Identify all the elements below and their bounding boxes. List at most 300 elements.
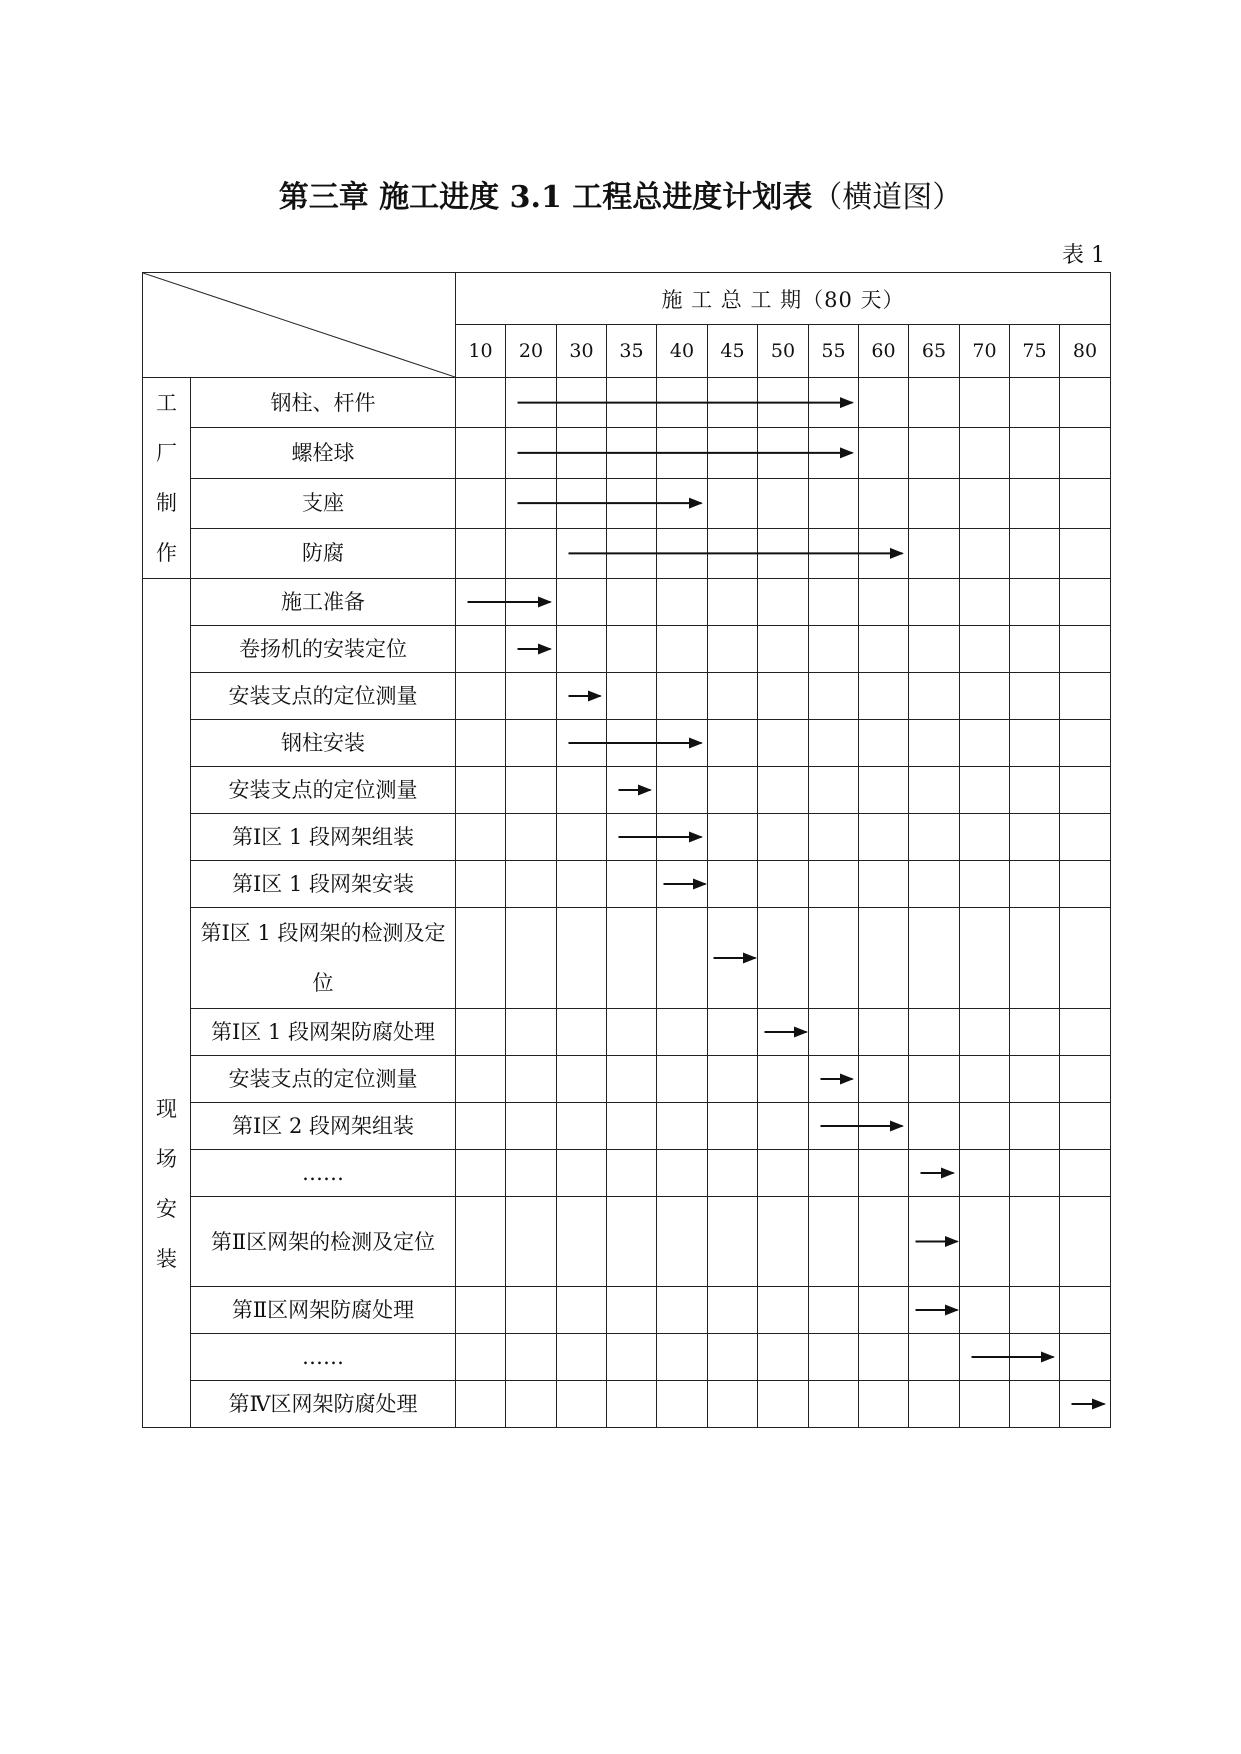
schedule-cell: [960, 1103, 1010, 1150]
task-name: 螺栓球: [191, 428, 456, 478]
schedule-cell: [809, 1381, 859, 1428]
diagonal-line: [143, 273, 455, 377]
schedule-cell: [657, 1287, 708, 1334]
schedule-cell: [809, 478, 859, 528]
schedule-cell: [960, 1197, 1010, 1287]
task-name: 支座: [191, 478, 456, 528]
schedule-cell: [557, 1009, 607, 1056]
day-header-cell: 50: [758, 325, 809, 378]
schedule-cell: [456, 1103, 506, 1150]
schedule-cell: [1060, 1334, 1111, 1381]
schedule-cell: [506, 767, 557, 814]
schedule-cell: [607, 626, 657, 673]
schedule-cell: [909, 579, 960, 626]
gantt-schedule-table: [142, 272, 1111, 1428]
schedule-cell: [1060, 579, 1111, 626]
task-name: 第Ⅱ区网架防腐处理: [191, 1287, 456, 1334]
schedule-cell: [909, 1197, 960, 1287]
schedule-cell: [809, 428, 859, 478]
task-name: 第Ⅰ区 1 段网架防腐处理: [191, 1009, 456, 1056]
schedule-cell: [909, 478, 960, 528]
schedule-cell: [758, 1009, 809, 1056]
schedule-cell: [960, 1381, 1010, 1428]
schedule-cell: [1060, 428, 1111, 478]
schedule-cell: [909, 1287, 960, 1334]
period-header: 施 工 总 工 期（80 天）: [456, 273, 1111, 325]
schedule-cell: [1060, 673, 1111, 720]
schedule-cell: [1060, 1197, 1111, 1287]
schedule-cell: [607, 814, 657, 861]
schedule-cell: [607, 579, 657, 626]
schedule-cell: [960, 1287, 1010, 1334]
schedule-cell: [909, 908, 960, 1009]
schedule-cell: [1010, 1103, 1060, 1150]
schedule-cell: [909, 861, 960, 908]
schedule-cell: [506, 1056, 557, 1103]
schedule-cell: [909, 428, 960, 478]
group-install-cell: [143, 579, 191, 1428]
schedule-cell: [657, 673, 708, 720]
schedule-cell: [506, 1009, 557, 1056]
task-row: [143, 673, 1111, 720]
schedule-cell: [557, 626, 607, 673]
task-row: [143, 814, 1111, 861]
task-row: [143, 1056, 1111, 1103]
schedule-cell: [506, 1334, 557, 1381]
schedule-cell: [859, 908, 909, 1009]
schedule-cell: [1010, 814, 1060, 861]
schedule-cell: [758, 378, 809, 428]
schedule-cell: [657, 579, 708, 626]
schedule-cell: [809, 1056, 859, 1103]
schedule-cell: [1060, 720, 1111, 767]
schedule-cell: [909, 767, 960, 814]
task-name: 第Ⅰ区 1 段网架安装: [191, 861, 456, 908]
schedule-cell: [960, 528, 1010, 578]
schedule-cell: [1060, 861, 1111, 908]
schedule-cell: [809, 1334, 859, 1381]
task-name: 安装支点的定位测量: [191, 1056, 456, 1103]
schedule-cell: [1010, 861, 1060, 908]
group-label-char: 厂: [156, 441, 177, 465]
schedule-cell: [607, 1150, 657, 1197]
schedule-cell: [657, 528, 708, 578]
schedule-cell: [657, 428, 708, 478]
schedule-cell: [708, 908, 758, 1009]
schedule-cell: [859, 478, 909, 528]
schedule-cell: [557, 1334, 607, 1381]
schedule-cell: [809, 1103, 859, 1150]
schedule-cell: [909, 1150, 960, 1197]
schedule-cell: [456, 478, 506, 528]
schedule-cell: [859, 1056, 909, 1103]
task-row: [143, 861, 1111, 908]
task-row: [143, 1009, 1111, 1056]
schedule-cell: [960, 720, 1010, 767]
schedule-cell: [557, 720, 607, 767]
schedule-cell: [809, 720, 859, 767]
schedule-cell: [708, 626, 758, 673]
schedule-cell: [809, 814, 859, 861]
schedule-cell: [607, 1287, 657, 1334]
schedule-cell: [859, 720, 909, 767]
day-header-cell: 80: [1060, 325, 1111, 378]
schedule-cell: [557, 1103, 607, 1150]
schedule-cell: [1060, 1103, 1111, 1150]
schedule-cell: [708, 814, 758, 861]
schedule-cell: [657, 1197, 708, 1287]
schedule-cell: [456, 720, 506, 767]
schedule-cell: [960, 861, 1010, 908]
group-label-char: 制: [156, 491, 177, 515]
schedule-cell: [758, 1381, 809, 1428]
schedule-cell: [456, 528, 506, 578]
schedule-cell: [859, 1287, 909, 1334]
schedule-cell: [758, 1197, 809, 1287]
schedule-cell: [557, 579, 607, 626]
schedule-cell: [456, 378, 506, 428]
schedule-cell: [1010, 720, 1060, 767]
schedule-cell: [758, 1056, 809, 1103]
schedule-cell: [809, 528, 859, 578]
task-name: 施工准备: [191, 579, 456, 626]
task-row: [143, 478, 1111, 528]
schedule-cell: [960, 814, 1010, 861]
schedule-cell: [1060, 1287, 1111, 1334]
schedule-cell: [607, 1381, 657, 1428]
schedule-cell: [809, 626, 859, 673]
schedule-cell: [557, 428, 607, 478]
task-row: [143, 1150, 1111, 1197]
schedule-cell: [506, 378, 557, 428]
schedule-cell: [657, 1056, 708, 1103]
schedule-cell: [859, 378, 909, 428]
schedule-cell: [657, 767, 708, 814]
schedule-cell: [506, 528, 557, 578]
schedule-cell: [557, 908, 607, 1009]
task-row: [143, 767, 1111, 814]
title-main: 第三章 施工进度 3.1 工程总进度计划表: [278, 180, 813, 215]
task-name: 第Ⅱ区网架的检测及定位: [191, 1197, 456, 1287]
schedule-cell: [1010, 579, 1060, 626]
title-sub: （横道图）: [812, 180, 963, 215]
task-row: [143, 1334, 1111, 1381]
schedule-cell: [859, 673, 909, 720]
schedule-cell: [909, 814, 960, 861]
schedule-cell: [557, 861, 607, 908]
group-label-char: 场: [156, 1147, 177, 1171]
day-header-cell: 55: [809, 325, 859, 378]
group-label-char: 工: [156, 391, 177, 415]
schedule-cell: [960, 908, 1010, 1009]
schedule-cell: [557, 814, 607, 861]
schedule-cell: [557, 1150, 607, 1197]
task-name: 第Ⅰ区 2 段网架组装: [191, 1103, 456, 1150]
schedule-cell: [607, 378, 657, 428]
schedule-cell: [456, 673, 506, 720]
schedule-cell: [456, 1197, 506, 1287]
task-row: [143, 428, 1111, 478]
schedule-cell: [456, 1009, 506, 1056]
schedule-cell: [758, 1334, 809, 1381]
schedule-cell: [708, 1381, 758, 1428]
schedule-cell: [1010, 428, 1060, 478]
schedule-cell: [1060, 1381, 1111, 1428]
task-name: 安装支点的定位测量: [191, 767, 456, 814]
schedule-cell: [960, 378, 1010, 428]
schedule-cell: [809, 378, 859, 428]
schedule-cell: [506, 814, 557, 861]
schedule-cell: [708, 861, 758, 908]
task-name: ……: [191, 1334, 456, 1381]
schedule-cell: [557, 378, 607, 428]
schedule-cell: [708, 478, 758, 528]
schedule-cell: [708, 673, 758, 720]
day-header-cell: 75: [1010, 325, 1060, 378]
schedule-cell: [809, 767, 859, 814]
task-row: [143, 1103, 1111, 1150]
table-number: 表 1: [1062, 243, 1105, 268]
schedule-cell: [708, 1103, 758, 1150]
schedule-cell: [1010, 478, 1060, 528]
schedule-cell: [708, 1056, 758, 1103]
schedule-cell: [657, 626, 708, 673]
schedule-cell: [607, 1056, 657, 1103]
schedule-cell: [758, 861, 809, 908]
task-row: [143, 1197, 1111, 1287]
task-name: 第Ⅰ区 1 段网架的检测及定位: [191, 908, 456, 1009]
schedule-cell: [1060, 478, 1111, 528]
schedule-cell: [809, 1287, 859, 1334]
task-row: [143, 626, 1111, 673]
task-name: 第Ⅳ区网架防腐处理: [191, 1381, 456, 1428]
schedule-cell: [809, 673, 859, 720]
schedule-cell: [506, 908, 557, 1009]
schedule-cell: [1060, 1056, 1111, 1103]
schedule-cell: [456, 767, 506, 814]
schedule-cell: [456, 1334, 506, 1381]
schedule-cell: [607, 767, 657, 814]
schedule-cell: [657, 720, 708, 767]
schedule-cell: [758, 1287, 809, 1334]
schedule-cell: [708, 1150, 758, 1197]
schedule-cell: [456, 814, 506, 861]
task-name: 第Ⅰ区 1 段网架组装: [191, 814, 456, 861]
schedule-cell: [859, 1103, 909, 1150]
task-row: [143, 1381, 1111, 1428]
schedule-cell: [506, 720, 557, 767]
schedule-cell: [1060, 1150, 1111, 1197]
day-header-cell: 70: [960, 325, 1010, 378]
schedule-cell: [859, 626, 909, 673]
schedule-cell: [456, 1381, 506, 1428]
schedule-cell: [456, 1056, 506, 1103]
task-name: 钢柱安装: [191, 720, 456, 767]
schedule-cell: [607, 1197, 657, 1287]
schedule-cell: [859, 1197, 909, 1287]
schedule-cell: [708, 1334, 758, 1381]
schedule-cell: [456, 428, 506, 478]
schedule-cell: [708, 720, 758, 767]
schedule-cell: [909, 673, 960, 720]
schedule-cell: [557, 1381, 607, 1428]
schedule-cell: [607, 720, 657, 767]
task-name: 卷扬机的安装定位: [191, 626, 456, 673]
schedule-cell: [1060, 814, 1111, 861]
schedule-cell: [506, 1197, 557, 1287]
schedule-cell: [456, 1150, 506, 1197]
schedule-cell: [1060, 1009, 1111, 1056]
day-header-cell: 40: [657, 325, 708, 378]
schedule-cell: [859, 767, 909, 814]
schedule-cell: [960, 767, 1010, 814]
schedule-cell: [657, 814, 708, 861]
schedule-cell: [960, 478, 1010, 528]
schedule-cell: [657, 378, 708, 428]
schedule-cell: [708, 767, 758, 814]
task-row: [143, 720, 1111, 767]
schedule-cell: [909, 1056, 960, 1103]
schedule-cell: [758, 579, 809, 626]
schedule-cell: [557, 673, 607, 720]
schedule-cell: [809, 1150, 859, 1197]
schedule-cell: [607, 1334, 657, 1381]
day-header-cell: 35: [607, 325, 657, 378]
schedule-cell: [1010, 1287, 1060, 1334]
task-row: [143, 908, 1111, 1009]
schedule-cell: [1060, 908, 1111, 1009]
schedule-cell: [1010, 1150, 1060, 1197]
schedule-cell: [506, 673, 557, 720]
schedule-cell: [758, 528, 809, 578]
schedule-cell: [758, 626, 809, 673]
schedule-cell: [909, 528, 960, 578]
schedule-cell: [506, 1150, 557, 1197]
day-header-cell: 30: [557, 325, 607, 378]
schedule-cell: [859, 814, 909, 861]
schedule-cell: [557, 767, 607, 814]
schedule-cell: [607, 673, 657, 720]
schedule-cell: [557, 478, 607, 528]
schedule-cell: [1060, 528, 1111, 578]
schedule-cell: [506, 861, 557, 908]
schedule-cell: [708, 428, 758, 478]
day-header-cell: 20: [506, 325, 557, 378]
schedule-cell: [607, 428, 657, 478]
schedule-cell: [909, 720, 960, 767]
schedule-cell: [758, 720, 809, 767]
schedule-cell: [506, 579, 557, 626]
schedule-cell: [456, 908, 506, 1009]
task-name: 防腐: [191, 528, 456, 578]
schedule-cell: [909, 1334, 960, 1381]
task-name: ……: [191, 1150, 456, 1197]
schedule-cell: [506, 478, 557, 528]
schedule-cell: [758, 428, 809, 478]
schedule-cell: [960, 1056, 1010, 1103]
schedule-cell: [809, 908, 859, 1009]
schedule-cell: [758, 908, 809, 1009]
task-row: [143, 1287, 1111, 1334]
group-label-char: 现: [156, 1097, 177, 1121]
schedule-cell: [960, 626, 1010, 673]
schedule-cell: [557, 1197, 607, 1287]
schedule-cell: [506, 626, 557, 673]
schedule-cell: [607, 1103, 657, 1150]
schedule-cell: [506, 1381, 557, 1428]
schedule-cell: [758, 1103, 809, 1150]
schedule-cell: [1010, 1009, 1060, 1056]
header-diagonal-cell: [143, 273, 456, 378]
schedule-cell: [1010, 378, 1060, 428]
schedule-cell: [758, 478, 809, 528]
schedule-cell: [607, 908, 657, 1009]
schedule-cell: [859, 1381, 909, 1428]
schedule-cell: [657, 861, 708, 908]
day-header-cell: 10: [456, 325, 506, 378]
schedule-cell: [708, 1287, 758, 1334]
schedule-cell: [708, 579, 758, 626]
schedule-cell: [859, 528, 909, 578]
schedule-cell: [657, 478, 708, 528]
schedule-cell: [758, 767, 809, 814]
schedule-cell: [607, 1009, 657, 1056]
task-name: 钢柱、杆件: [191, 378, 456, 428]
schedule-cell: [960, 428, 1010, 478]
group-factory-cell: [143, 378, 191, 579]
schedule-cell: [506, 428, 557, 478]
schedule-cell: [909, 1103, 960, 1150]
page-title: [0, 178, 1241, 218]
task-row: [143, 579, 1111, 626]
schedule-cell: [1010, 626, 1060, 673]
schedule-cell: [1060, 626, 1111, 673]
group-label-char: 安: [156, 1197, 177, 1221]
schedule-cell: [506, 1287, 557, 1334]
schedule-cell: [859, 861, 909, 908]
schedule-cell: [1010, 767, 1060, 814]
schedule-cell: [859, 1334, 909, 1381]
schedule-cell: [859, 1009, 909, 1056]
schedule-cell: [909, 378, 960, 428]
schedule-cell: [809, 1009, 859, 1056]
schedule-cell: [708, 1197, 758, 1287]
day-header-cell: 45: [708, 325, 758, 378]
schedule-cell: [960, 1150, 1010, 1197]
schedule-cell: [657, 1334, 708, 1381]
schedule-cell: [506, 1103, 557, 1150]
task-row: [143, 378, 1111, 428]
day-header-cell: 65: [909, 325, 960, 378]
group-label-char: 作: [156, 541, 177, 565]
schedule-cell: [1010, 908, 1060, 1009]
schedule-cell: [657, 908, 708, 1009]
schedule-cell: [657, 1150, 708, 1197]
schedule-cell: [456, 861, 506, 908]
schedule-cell: [1010, 1197, 1060, 1287]
task-row: [143, 528, 1111, 578]
schedule-cell: [758, 1150, 809, 1197]
schedule-cell: [859, 579, 909, 626]
schedule-cell: [758, 814, 809, 861]
schedule-cell: [607, 528, 657, 578]
schedule-cell: [859, 428, 909, 478]
schedule-cell: [960, 579, 1010, 626]
schedule-cell: [960, 673, 1010, 720]
schedule-cell: [456, 1287, 506, 1334]
schedule-cell: [809, 579, 859, 626]
schedule-cell: [1010, 1381, 1060, 1428]
